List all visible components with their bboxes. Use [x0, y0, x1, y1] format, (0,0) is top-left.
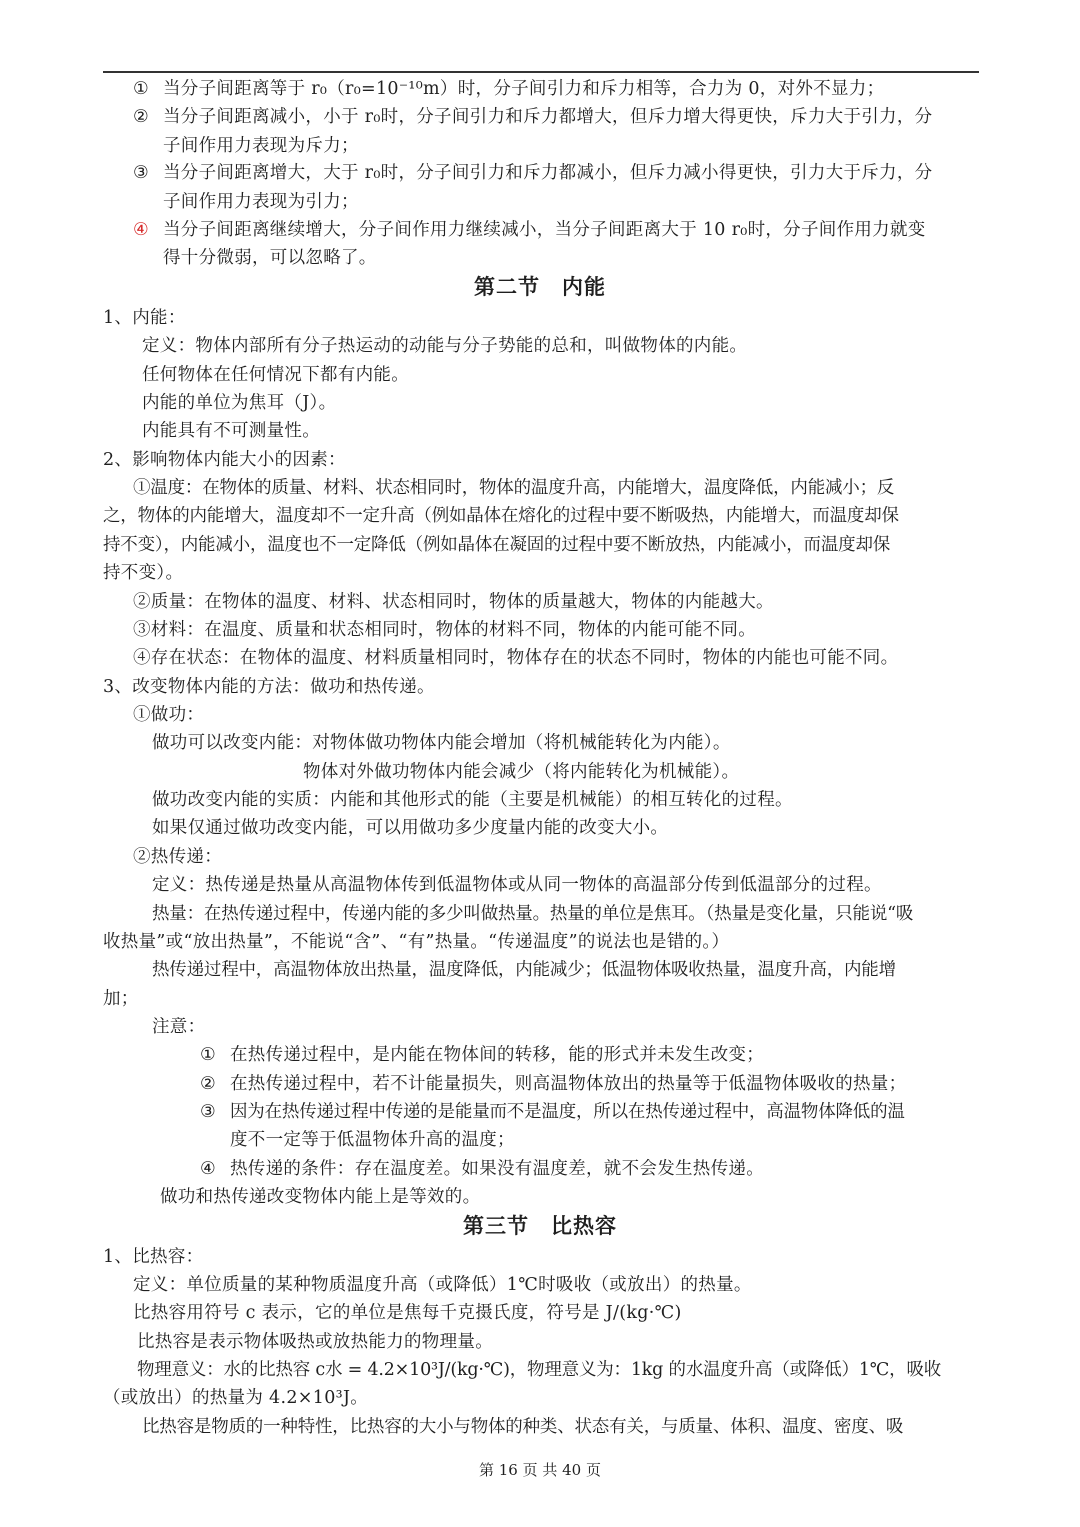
paragraph: ②质量：在物体的温度、材料、状态相同时，物体的质量越大，物体的内能越大。 [133, 592, 774, 612]
item-number: ② [133, 107, 149, 127]
paragraph: （或放出）的热量为 4.2×10³J。 [103, 1388, 369, 1408]
paragraph: 任何物体在任何情况下都有内能。 [142, 365, 409, 385]
item-text: 当分子间距离继续增大，分子间作用力继续减小，当分子间距离大于 10 r₀时，分子间作用力就变 [163, 220, 926, 240]
item-text: 当分子间距离等于 r₀（r₀=10⁻¹⁰m）时，分子间引力和斥力相等，合力为 0，对外不显力； [163, 79, 885, 99]
paragraph: 比热容用符号 c 表示，它的单位是焦每千克摄氏度，符号是 J/(kg·℃) [133, 1303, 682, 1323]
intro-item-2 [133, 106, 932, 128]
item-number: ③ [200, 1102, 216, 1122]
item-number: ① [200, 1045, 216, 1065]
paragraph: ②热传递： [133, 847, 222, 867]
item-text: 热传递的条件：存在温度差。如果没有温度差，就不会发生热传递。 [230, 1159, 764, 1179]
intro-item-4 [133, 219, 926, 241]
subheading: 1、内能： [103, 308, 186, 328]
note-item-3 [200, 1101, 905, 1123]
paragraph: 做功改变内能的实质：内能和其他形式的能（主要是机械能）的相互转化的过程。 [152, 790, 793, 810]
paragraph: 加； [103, 989, 139, 1009]
intro-item-2-cont: 子间作用力表现为斥力； [163, 136, 359, 156]
paragraph: 收热量”或“放出热量”，不能说“含”、“有”热量。“传递温度”的说法也是错的。） [103, 932, 730, 952]
section-title-internal-energy: 第二节 内能 [474, 275, 606, 299]
paragraph: 定义：热传递是热量从高温物体传到低温物体或从同一物体的高温部分传到低温部分的过程。 [152, 875, 882, 895]
note-item-2 [200, 1073, 906, 1095]
note-item-3-cont: 度不一定等于低温物体升高的温度； [230, 1130, 515, 1150]
item-number: ④ [133, 220, 149, 240]
paragraph: 之，物体的内能增大，温度却不一定升高（例如晶体在熔化的过程中要不断吸热，内能增大，而温度却保 [103, 506, 899, 526]
paragraph: 比热容是物质的一种特性，比热容的大小与物体的种类、状态有关，与质量、体积、温度、密度、吸 [142, 1417, 904, 1437]
paragraph: 热传递过程中，高温物体放出热量，温度降低，内能减少；低温物体吸收热量，温度升高，内能增 [152, 960, 896, 980]
paragraph: ①温度：在物体的质量、材料、状态相同时，物体的温度升高，内能增大，温度降低，内能减小；反 [133, 478, 895, 498]
paragraph: 物理意义：水的比热容 c水 = 4.2×10³J/(kg·℃)，物理意义为：1kg 的水温度升高（或降低）1℃，吸收 [137, 1360, 942, 1380]
paragraph: 定义：单位质量的某种物质温度升高（或降低）1℃时吸收（或放出）的热量。 [133, 1275, 752, 1295]
item-text: 因为在热传递过程中传递的是能量而不是温度，所以在热传递过程中，高温物体降低的温 [230, 1102, 905, 1122]
subheading: 1、比热容： [103, 1247, 204, 1267]
paragraph: 定义：物体内部所有分子热运动的动能与分子势能的总和，叫做物体的内能。 [142, 336, 748, 356]
paragraph: ①做功： [133, 705, 205, 725]
paragraph: 持不变），内能减小，温度也不一定降低（例如晶体在凝固的过程中要不断放热，内能减小，而温度却保 [103, 535, 891, 555]
note-item-4 [200, 1158, 764, 1180]
intro-item-1 [133, 78, 884, 100]
section-title-specific-heat: 第三节 比热容 [463, 1214, 617, 1238]
intro-item-4-cont: 得十分微弱，可以忽略了。 [163, 248, 377, 268]
paragraph: ③材料：在温度、质量和状态相同时，物体的材料不同，物体的内能可能不同。 [133, 620, 756, 640]
paragraph: 内能具有不可测量性。 [142, 421, 320, 441]
note-item-1 [200, 1044, 764, 1066]
paragraph: 物体对外做功物体内能会减少（将内能转化为机械能）。 [303, 762, 740, 782]
item-number: ② [200, 1074, 216, 1094]
item-text: 当分子间距离减小，小于 r₀时，分子间引力和斥力都增大，但斥力增大得更快，斥力大于引力，分 [163, 107, 933, 127]
item-number: ④ [200, 1159, 216, 1179]
item-number: ③ [133, 163, 149, 183]
paragraph: 做功和热传递改变物体内能上是等效的。 [160, 1187, 481, 1207]
subheading: 3、改变物体内能的方法：做功和热传递。 [103, 677, 435, 697]
paragraph: 如果仅通过做功改变内能，可以用做功多少度量内能的改变大小。 [152, 818, 669, 838]
item-number: ① [133, 79, 149, 99]
paragraph: 做功可以改变内能：对物体做功物体内能会增加（将机械能转化为内能）。 [152, 733, 731, 753]
page-number-footer: 第 16 页 共 40 页 [478, 1461, 601, 1479]
item-text: 在热传递过程中，是内能在物体间的转移，能的形式并未发生改变； [230, 1045, 764, 1065]
paragraph: ④存在状态：在物体的温度、材料质量相同时，物体存在的状态不同时，物体的内能也可能不同。 [133, 648, 899, 668]
intro-item-3-cont: 子间作用力表现为引力； [163, 192, 359, 212]
paragraph: 内能的单位为焦耳（J）。 [142, 393, 337, 413]
item-text: 当分子间距离增大，大于 r₀时，分子间引力和斥力都减小，但斥力减小得更快，引力大于斥力，分 [163, 163, 933, 183]
paragraph: 热量：在热传递过程中，传递内能的多少叫做热量。热量的单位是焦耳。（热量是变化量，只能说“吸 [152, 904, 914, 924]
header-rule [103, 71, 979, 73]
intro-item-3 [133, 162, 932, 184]
item-text: 在热传递过程中，若不计能量损失，则高温物体放出的热量等于低温物体吸收的热量； [230, 1074, 907, 1094]
subheading: 2、影响物体内能大小的因素： [103, 450, 346, 470]
paragraph: 比热容是表示物体吸热或放热能力的物理量。 [137, 1332, 493, 1352]
paragraph: 持不变）。 [103, 563, 184, 583]
paragraph: 注意： [152, 1017, 206, 1037]
